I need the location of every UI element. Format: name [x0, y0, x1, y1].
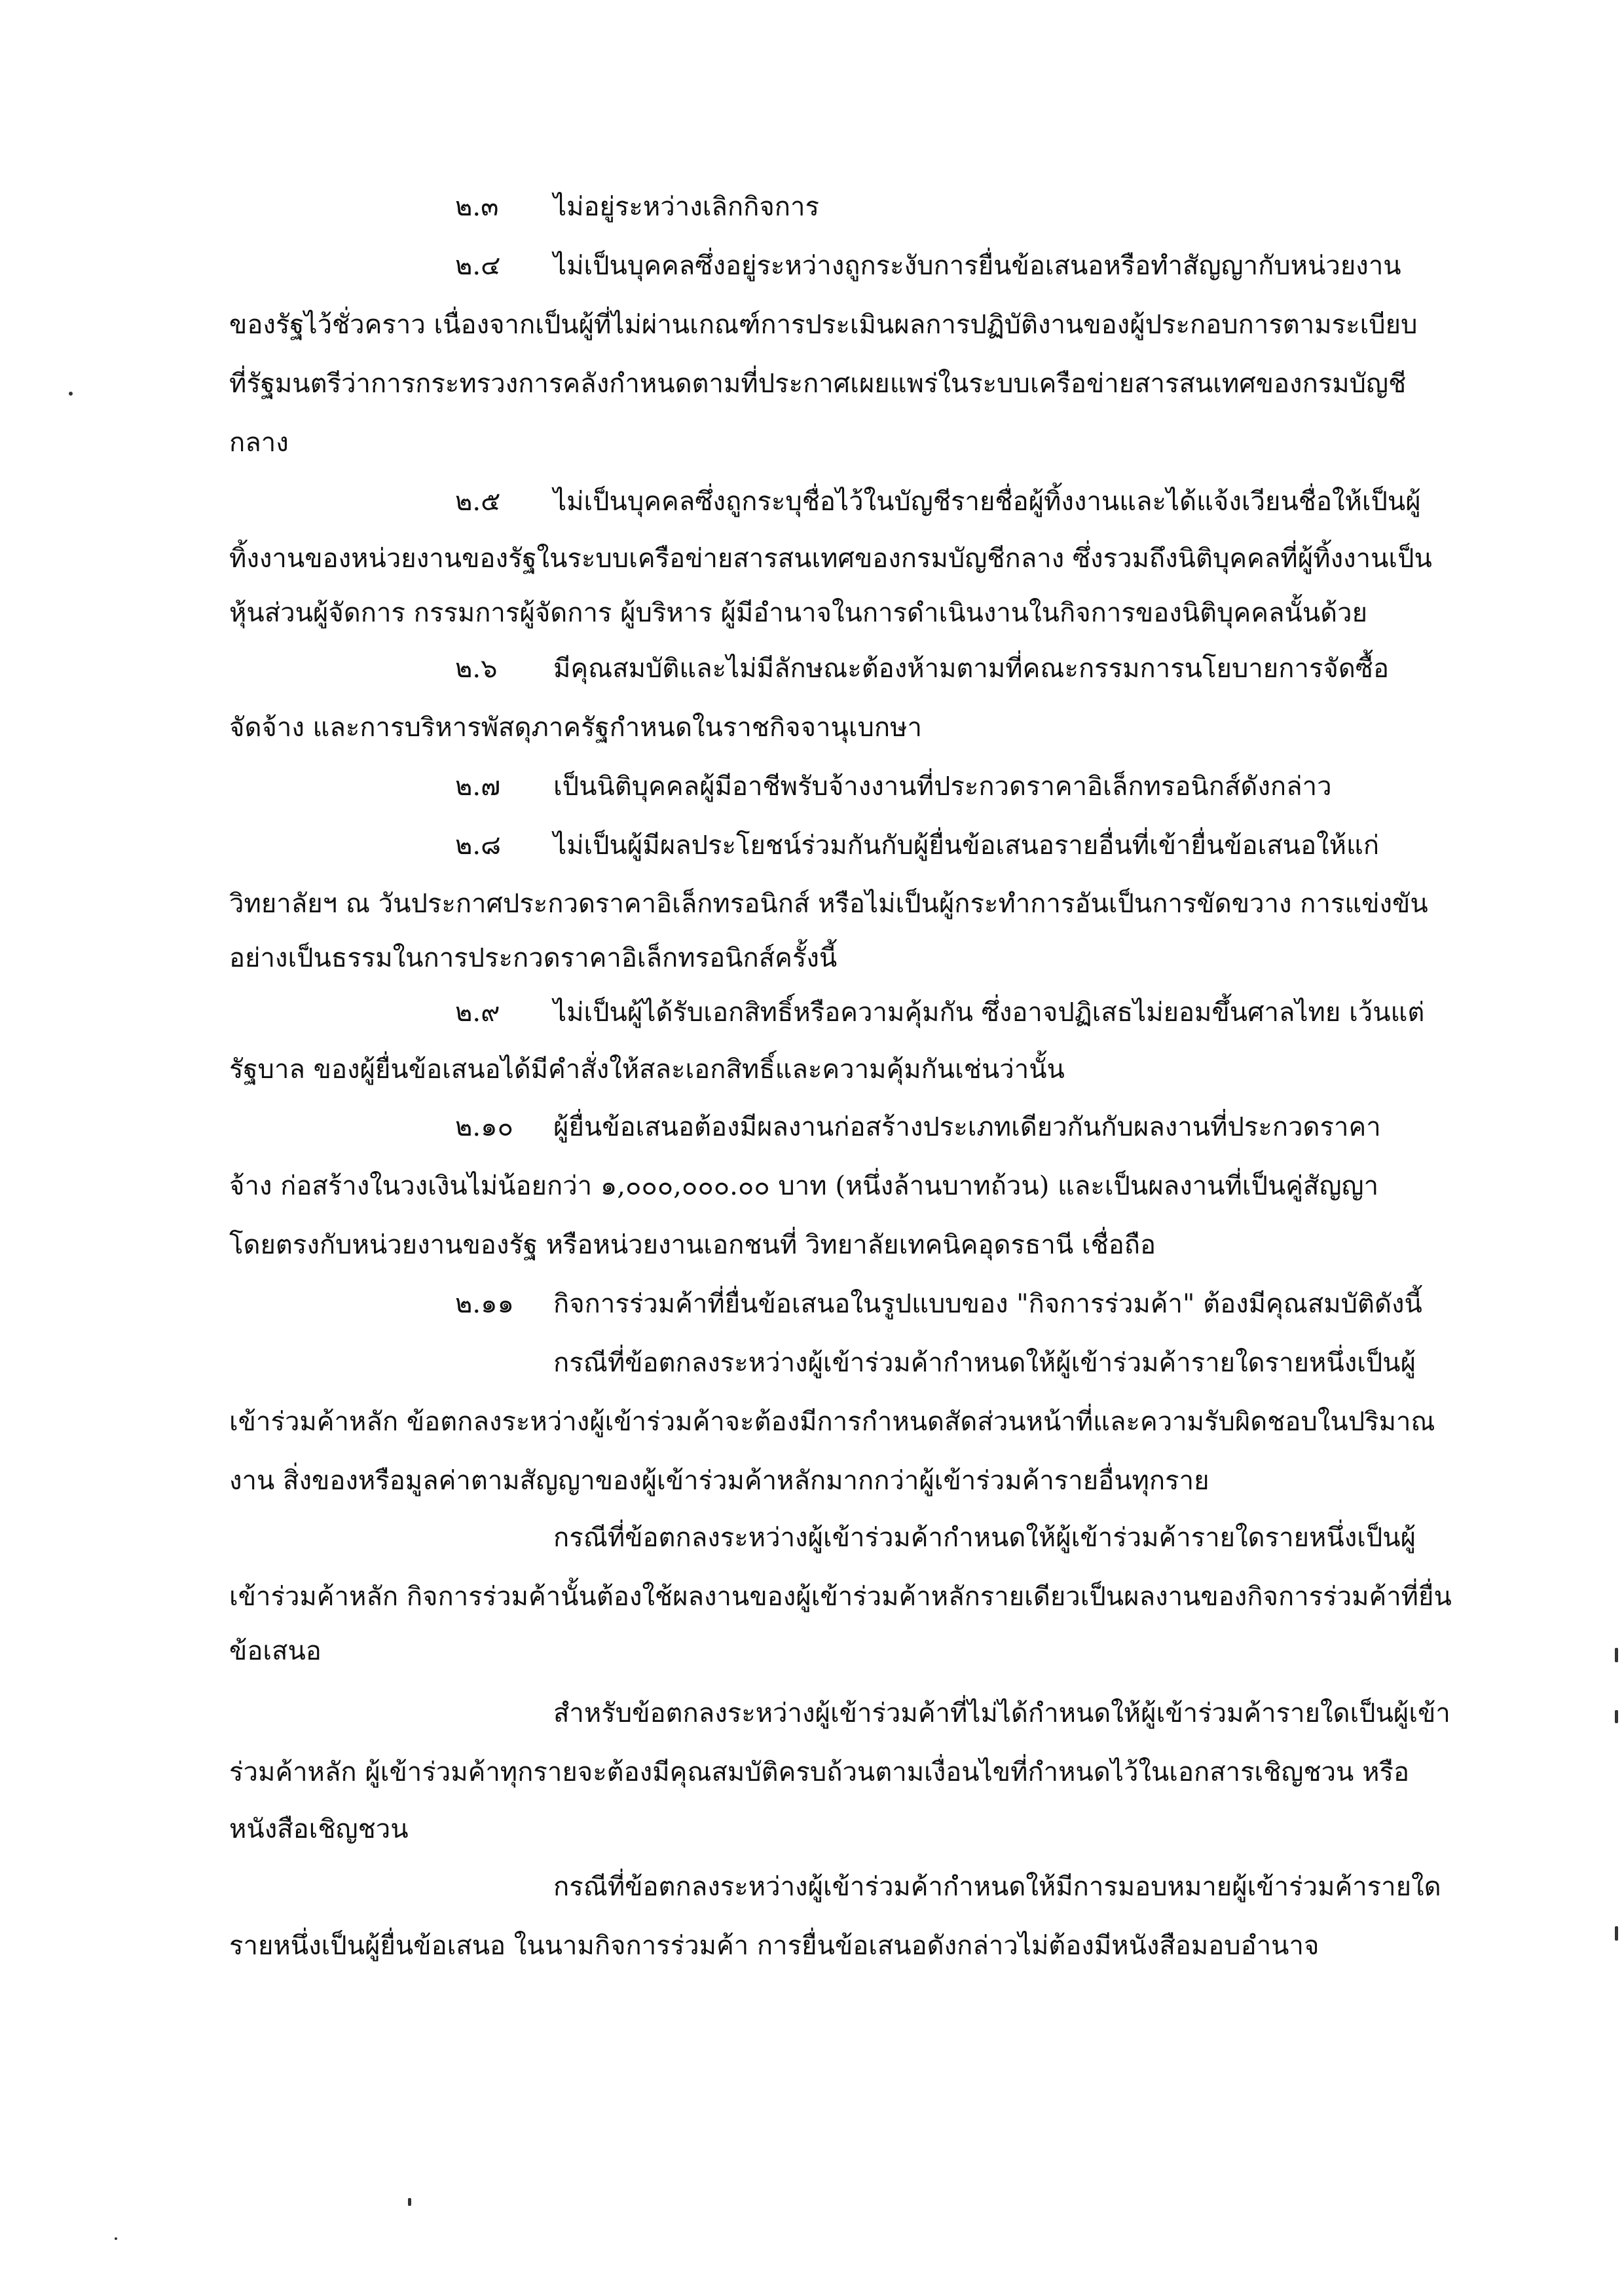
paragraph-line: จ้าง ก่อสร้างในวงเงินไม่น้อยกว่า ๑,๐๐๐,๐๐๐.๐๐ บาท (หนึ่งล้านบาทถ้วน) และเป็นผลงานที่เป็นคู่สัญญา [229, 1171, 1379, 1201]
clause-2-11 [455, 1284, 1460, 1324]
paragraph-line: สำหรับข้อตกลงระหว่างผู้เข้าร่วมค้าที่ไม่ได้กำหนดให้ผู้เข้าร่วมค้ารายใดเป็นผู้เข้า [553, 1698, 1450, 1728]
clause-number: ๒.๕ [455, 487, 501, 517]
scan-edge-mark [1615, 1648, 1618, 1662]
paragraph-line: งาน สิ่งของหรือมูลค่าตามสัญญาของผู้เข้าร่วมค้าหลักมากกว่าผู้เข้าร่วมค้ารายอื่นทุกราย [229, 1466, 1209, 1496]
paragraph-line: อย่างเป็นธรรมในการประกวดราคาอิเล็กทรอนิกส์ครั้งนี้ [229, 943, 838, 973]
paragraph-line: รัฐบาล ของผู้ยื่นข้อเสนอได้มีคำสั่งให้สละเอกสิทธิ์และความคุ้มกันเช่นว่านั้น [229, 1054, 1065, 1085]
clause-text: ไม่อยู่ระหว่างเลิกกิจการ [553, 192, 819, 222]
clause-2-3 [455, 187, 1460, 227]
clause-number: ๒.๑๑ [455, 1289, 514, 1319]
clause-text: กิจการร่วมค้าที่ยื่นข้อเสนอในรูปแบบของ "กิจการร่วมค้า" ต้องมีคุณสมบัติดังนี้ [553, 1289, 1422, 1319]
paragraph-line: ร่วมค้าหลัก ผู้เข้าร่วมค้าทุกรายจะต้องมีคุณสมบัติครบถ้วนตามเงื่อนไขที่กำหนดไว้ในเอกสารเชิญชวน หรือ [229, 1757, 1409, 1787]
clause-number: ๒.๘ [455, 830, 501, 861]
clause-number: ๒.๑๐ [455, 1112, 513, 1142]
paragraph-line: เข้าร่วมค้าหลัก กิจการร่วมค้านั้นต้องใช้ผลงานของผู้เข้าร่วมค้าหลักรายเดียวเป็นผลงานของกิจการร่วมค้าที่ยื่น [229, 1582, 1452, 1612]
paragraph-line: ข้อเสนอ [229, 1636, 322, 1666]
clause-2-10 [455, 1108, 1460, 1147]
clause-number: ๒.๔ [455, 251, 501, 281]
clause-2-7 [455, 767, 1460, 806]
clause-2-8 [455, 826, 1460, 865]
paragraph-line: จัดจ้าง และการบริหารพัสดุภาครัฐกำหนดในราชกิจจานุเบกษา [229, 713, 922, 743]
scan-edge-mark [1615, 1926, 1618, 1941]
clause-number: ๒.๙ [455, 997, 500, 1028]
clause-text: ผู้ยื่นข้อเสนอต้องมีผลงานก่อสร้างประเภทเดียวกันกับผลงานที่ประกวดราคา [553, 1112, 1381, 1142]
paragraph-line: ที่รัฐมนตรีว่าการกระทรวงการคลังกำหนดตามที่ประกาศเผยแพร่ในระบบเครือข่ายสารสนเทศของกรมบัญชี [229, 369, 1407, 399]
scan-speck [115, 2237, 117, 2240]
clause-2-9 [455, 993, 1460, 1032]
scan-edge-mark [1615, 1710, 1618, 1723]
clause-text: มีคุณสมบัติและไม่มีลักษณะต้องห้ามตามที่คณะกรรมการนโยบายการจัดซื้อ [553, 654, 1389, 684]
clause-text: เป็นนิติบุคคลผู้มีอาชีพรับจ้างงานที่ประกวดราคาอิเล็กทรอนิกส์ดังกล่าว [553, 772, 1332, 802]
clause-number: ๒.๗ [455, 772, 501, 802]
paragraph-line: ทิ้งงานของหน่วยงานของรัฐในระบบเครือข่ายสารสนเทศของกรมบัญชีกลาง ซึ่งรวมถึงนิติบุคคลที่ผู้ทิ้งงานเป็น [229, 544, 1432, 574]
paragraph-line: วิทยาลัยฯ ณ วันประกาศประกวดราคาอิเล็กทรอนิกส์ หรือไม่เป็นผู้กระทำการอันเป็นการขัดขวาง การแข่งขัน [229, 889, 1428, 919]
scan-speck [408, 2198, 411, 2206]
paragraph-line: กรณีที่ข้อตกลงระหว่างผู้เข้าร่วมค้ากำหนดให้ผู้เข้าร่วมค้ารายใดรายหนึ่งเป็นผู้ [553, 1348, 1416, 1378]
paragraph-line: กลาง [229, 428, 289, 458]
paragraph-line: เข้าร่วมค้าหลัก ข้อตกลงระหว่างผู้เข้าร่วมค้าจะต้องมีการกำหนดสัดส่วนหน้าที่และความรับผิดชอบในปริมาณ [229, 1407, 1435, 1437]
clause-text: ไม่เป็นผู้มีผลประโยชน์ร่วมกันกับผู้ยื่นข้อเสนอรายอื่นที่เข้ายื่นข้อเสนอให้แก่ [553, 830, 1380, 861]
clause-number: ๒.๖ [455, 654, 498, 684]
clause-text: ไม่เป็นผู้ได้รับเอกสิทธิ์หรือความคุ้มกัน ซึ่งอาจปฏิเสธไม่ยอมขึ้นศาลไทย เว้นแต่ [553, 997, 1425, 1028]
clause-text: ไม่เป็นบุคคลซึ่งถูกระบุชื่อไว้ในบัญชีรายชื่อผู้ทิ้งงานและได้แจ้งเวียนชื่อให้เป็นผู้ [553, 487, 1421, 517]
paragraph-line: กรณีที่ข้อตกลงระหว่างผู้เข้าร่วมค้ากำหนดให้ผู้เข้าร่วมค้ารายใดรายหนึ่งเป็นผู้ [553, 1523, 1416, 1553]
scan-speck [69, 392, 73, 396]
clause-2-4 [455, 246, 1460, 286]
clause-2-6 [455, 649, 1460, 688]
paragraph-line: ของรัฐไว้ชั่วคราว เนื่องจากเป็นผู้ที่ไม่ผ่านเกณฑ์การประเมินผลการปฏิบัติงานของผู้ประกอบการตามระเบียบ [229, 310, 1418, 340]
paragraph-line: รายหนึ่งเป็นผู้ยื่นข้อเสนอ ในนามกิจการร่วมค้า การยื่นข้อเสนอดังกล่าวไม่ต้องมีหนังสือมอบอำนาจ [229, 1931, 1320, 1961]
paragraph-line: หนังสือเชิญชวน [229, 1814, 409, 1844]
clause-2-5 [455, 482, 1460, 521]
clause-text: ไม่เป็นบุคคลซึ่งอยู่ระหว่างถูกระงับการยื่นข้อเสนอหรือทำสัญญากับหน่วยงาน [553, 251, 1401, 281]
paragraph-line: หุ้นส่วนผู้จัดการ กรรมการผู้จัดการ ผู้บริหาร ผู้มีอำนาจในการดำเนินงานในกิจการของนิติบุคคลนั้นด้วย [229, 598, 1368, 628]
clause-number: ๒.๓ [455, 192, 499, 222]
paragraph-line: กรณีที่ข้อตกลงระหว่างผู้เข้าร่วมค้ากำหนดให้มีการมอบหมายผู้เข้าร่วมค้ารายใด [553, 1872, 1441, 1902]
paragraph-line: โดยตรงกับหน่วยงานของรัฐ หรือหน่วยงานเอกชนที่ วิทยาลัยเทคนิคอุดรธานี เชื่อถือ [229, 1230, 1156, 1260]
